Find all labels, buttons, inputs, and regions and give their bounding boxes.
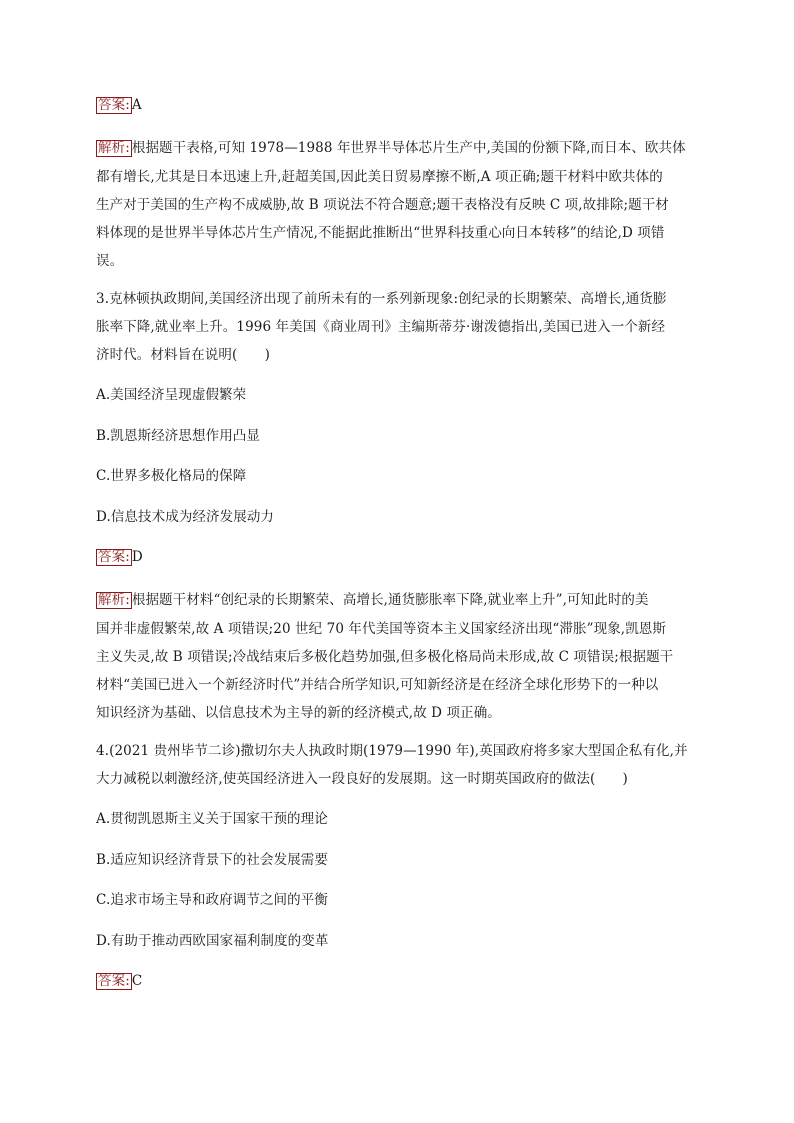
q3-analysis-line: 知识经济为基础、以信息技术为主导的新的经济模式,故 D 项正确。: [96, 705, 501, 721]
q3-option-a: A.美国经济呈现虚假繁荣: [96, 387, 247, 403]
answer-tag: 答案:: [98, 97, 130, 113]
q4-option-b: B.适应知识经济背景下的社会发展需要: [96, 852, 329, 868]
q3-analysis-line: 材料“美国已进入一个新经济时代”并结合所学知识,可知新经济是在经济全球化形势下的一种以: [96, 677, 659, 693]
q2-answer: [96, 97, 716, 114]
q4-option-c: C.追求市场主导和政府调节之间的平衡: [96, 892, 328, 908]
analysis-tag: 解析:: [98, 140, 130, 156]
q3-stem-line: 3.克林顿执政期间,美国经济出现了前所未有的一系列新现象:创纪录的长期繁荣、高增长,通货膨: [96, 291, 667, 307]
q3-analysis-line: 解析: 根据题干材料“创纪录的长期繁荣、高增长,通货膨胀率下降,就业率上升”,可知此时的美: [98, 592, 649, 608]
q3-stem-line: 济时代。材料旨在说明( ): [96, 347, 270, 363]
answer-value: D: [131, 549, 143, 565]
analysis-tag: 解析:: [98, 592, 130, 608]
answer-tag: 答案:: [98, 973, 130, 989]
q3-option-d: D.信息技术成为经济发展动力: [96, 509, 275, 525]
q4-answer: [96, 973, 716, 990]
q3-option-c: C.世界多极化格局的保障: [96, 468, 247, 484]
q4-stem-line: 4.(2021 贵州毕节二诊)撒切尔夫人执政时期(1979—1990 年),英国政府将多家大型国企私有化,并: [96, 743, 688, 759]
q2-analysis-line: 解析: 根据题干表格,可知 1978—1988 年世界半导体芯片生产中,美国的份额下降,而日本、欧共体: [98, 140, 686, 156]
q2-analysis-line: 料体现的是世界半导体芯片生产情况,不能据此推断出“世界科技重心向日本转移”的结论,D 项错: [96, 225, 665, 241]
q3-analysis-line: 主义失灵,故 B 项错误;冷战结束后多极化趋势加强,但多极化格局尚未形成,故 C 项错误;根据题干: [96, 649, 674, 665]
q4-stem-line: 大力减税以刺激经济,使英国经济进入一段良好的发展期。这一时期英国政府的做法( ): [96, 771, 628, 787]
q3-option-b: B.凯恩斯经济思想作用凸显: [96, 428, 261, 444]
q3-analysis-line: 国并非虚假繁荣,故 A 项错误;20 世纪 70 年代美国等资本主义国家经济出现“滞胀”现象,凯恩斯: [96, 621, 666, 637]
answer-tag: 答案:: [98, 549, 130, 565]
q4-option-a: A.贯彻凯恩斯主义关于国家干预的理论: [96, 811, 328, 827]
answer-value: C: [131, 973, 143, 989]
q2-analysis-line: 都有增长,尤其是日本迅速上升,赶超美国,因此美日贸易摩擦不断,A 项正确;题干材料中欧共体的: [96, 169, 663, 185]
q2-analysis-line: 误。: [96, 253, 124, 269]
q2-analysis-line: 生产对于美国的生产构不成威胁,故 B 项说法不符合题意;题干表格没有反映 C 项,故排除;题干材: [96, 197, 669, 213]
q4-option-d: D.有助于推动西欧国家福利制度的变革: [96, 933, 329, 949]
q3-stem-line: 胀率下降,就业率上升。1996 年美国《商业周刊》主编斯蒂芬·谢泼德指出,美国已进入一个新经: [96, 319, 666, 335]
answer-value: A: [131, 97, 142, 113]
q3-answer: [96, 549, 716, 566]
